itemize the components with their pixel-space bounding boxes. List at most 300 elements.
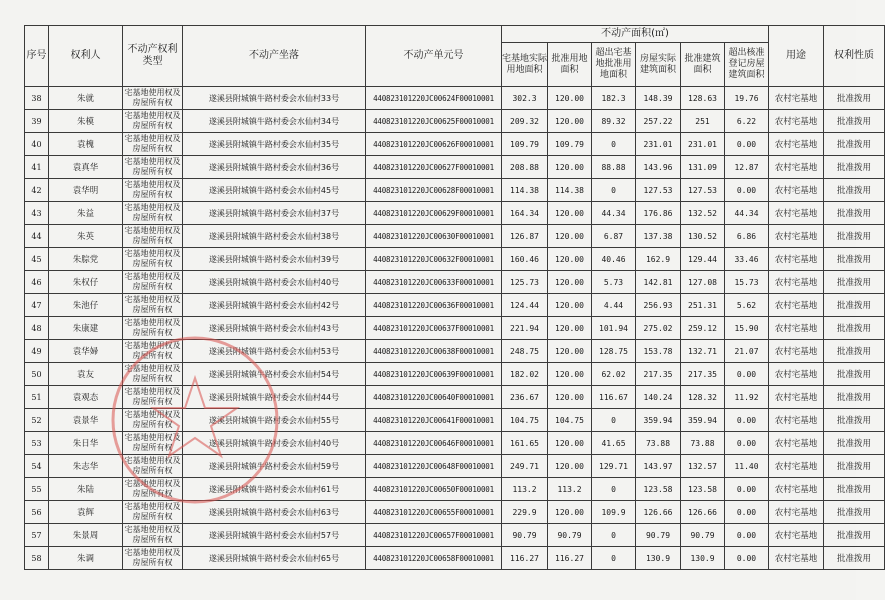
row-usage-cell: 农村宅基地	[769, 179, 824, 202]
header-approved-land-area: 批准用地面积	[548, 43, 592, 87]
row-seq-cell: 39	[25, 110, 49, 133]
row-usage-cell: 农村宅基地	[769, 133, 824, 156]
row-owner-cell: 朱陆	[49, 478, 123, 501]
row-location-cell: 遂溪县附城镇牛路村委会水仙村65号	[183, 547, 366, 570]
row-exceed-land-area-cell: 182.3	[592, 87, 636, 110]
row-right-type-cell: 宅基地使用权及房屋所有权	[123, 179, 183, 202]
row-approved-building-area-cell: 359.94	[681, 409, 725, 432]
row-approved-land-area-cell: 120.00	[548, 317, 592, 340]
row-right-type-cell: 宅基地使用权及房屋所有权	[123, 432, 183, 455]
row-right-type-cell: 宅基地使用权及房屋所有权	[123, 87, 183, 110]
row-exceed-building-area-cell: 5.62	[725, 294, 769, 317]
row-approved-land-area-cell: 120.00	[548, 110, 592, 133]
row-usage-cell: 农村宅基地	[769, 386, 824, 409]
row-location-cell: 遂溪县附城镇牛路村委会水仙村35号	[183, 133, 366, 156]
row-approved-land-area-cell: 109.79	[548, 133, 592, 156]
row-building-area-cell: 153.78	[636, 340, 681, 363]
row-unit-number-cell: 440823101220JC00625F00010001	[366, 110, 502, 133]
row-right-type-cell: 宅基地使用权及房屋所有权	[123, 547, 183, 570]
header-row-1	[25, 26, 885, 43]
row-location-cell: 遂溪县附城镇牛路村委会水仙村44号	[183, 386, 366, 409]
row-owner-cell: 袁华明	[49, 179, 123, 202]
row-usage-cell: 农村宅基地	[769, 248, 824, 271]
row-nature-cell: 批准拨用	[824, 179, 885, 202]
row-unit-number-cell: 440823101220JC00639F00010001	[366, 363, 502, 386]
row-exceed-building-area-cell: 11.40	[725, 455, 769, 478]
row-right-type-cell: 宅基地使用权及房屋所有权	[123, 363, 183, 386]
row-location-cell: 遂溪县附城镇牛路村委会水仙村33号	[183, 87, 366, 110]
row-usage-cell: 农村宅基地	[769, 156, 824, 179]
row-exceed-land-area-cell: 0	[592, 478, 636, 501]
row-approved-land-area-cell: 120.00	[548, 501, 592, 524]
row-exceed-land-area-cell: 88.88	[592, 156, 636, 179]
header-area-group: 不动产面积(㎡)	[502, 26, 769, 43]
row-approved-building-area-cell: 259.12	[681, 317, 725, 340]
row-owner-cell: 袁友	[49, 363, 123, 386]
row-approved-building-area-cell: 129.44	[681, 248, 725, 271]
row-exceed-building-area-cell: 0.00	[725, 547, 769, 570]
row-owner-cell: 朱日华	[49, 432, 123, 455]
row-location-cell: 遂溪县附城镇牛路村委会水仙村54号	[183, 363, 366, 386]
row-approved-building-area-cell: 126.66	[681, 501, 725, 524]
row-owner-cell: 朱权仔	[49, 271, 123, 294]
row-building-area-cell: 140.24	[636, 386, 681, 409]
row-location-cell: 遂溪县附城镇牛路村委会水仙村40号	[183, 432, 366, 455]
row-building-area-cell: 126.66	[636, 501, 681, 524]
row-actual-land-area-cell: 109.79	[502, 133, 548, 156]
row-unit-number-cell: 440823101220JC00655F00010001	[366, 501, 502, 524]
table-row	[25, 248, 885, 271]
row-approved-building-area-cell: 130.52	[681, 225, 725, 248]
row-approved-land-area-cell: 120.00	[548, 455, 592, 478]
row-approved-land-area-cell: 120.00	[548, 202, 592, 225]
row-owner-cell: 朱益	[49, 202, 123, 225]
row-usage-cell: 农村宅基地	[769, 225, 824, 248]
row-exceed-land-area-cell: 6.87	[592, 225, 636, 248]
row-approved-land-area-cell: 120.00	[548, 87, 592, 110]
header-unit-number: 不动产单元号	[366, 26, 502, 87]
row-nature-cell: 批准拨用	[824, 409, 885, 432]
row-exceed-building-area-cell: 0.00	[725, 501, 769, 524]
row-unit-number-cell: 440823101220JC00628F00010001	[366, 179, 502, 202]
table-row	[25, 156, 885, 179]
row-usage-cell: 农村宅基地	[769, 478, 824, 501]
row-location-cell: 遂溪县附城镇牛路村委会水仙村59号	[183, 455, 366, 478]
row-building-area-cell: 123.58	[636, 478, 681, 501]
row-exceed-building-area-cell: 6.22	[725, 110, 769, 133]
row-seq-cell: 40	[25, 133, 49, 156]
row-nature-cell: 批准拨用	[824, 133, 885, 156]
row-exceed-land-area-cell: 0	[592, 409, 636, 432]
header-right-type: 不动产权利类型	[123, 26, 183, 87]
table-row	[25, 317, 885, 340]
row-approved-building-area-cell: 127.08	[681, 271, 725, 294]
row-exceed-land-area-cell: 62.02	[592, 363, 636, 386]
row-usage-cell: 农村宅基地	[769, 363, 824, 386]
table-row	[25, 501, 885, 524]
row-right-type-cell: 宅基地使用权及房屋所有权	[123, 294, 183, 317]
row-exceed-building-area-cell: 0.00	[725, 524, 769, 547]
row-exceed-building-area-cell: 21.07	[725, 340, 769, 363]
row-building-area-cell: 137.38	[636, 225, 681, 248]
row-nature-cell: 批准拨用	[824, 432, 885, 455]
row-exceed-building-area-cell: 19.76	[725, 87, 769, 110]
row-location-cell: 遂溪县附城镇牛路村委会水仙村36号	[183, 156, 366, 179]
row-approved-building-area-cell: 231.01	[681, 133, 725, 156]
table-row	[25, 409, 885, 432]
row-usage-cell: 农村宅基地	[769, 317, 824, 340]
row-location-cell: 遂溪县附城镇牛路村委会水仙村34号	[183, 110, 366, 133]
row-unit-number-cell: 440823101220JC00650F00010001	[366, 478, 502, 501]
row-seq-cell: 51	[25, 386, 49, 409]
row-unit-number-cell: 440823101220JC00627F00010001	[366, 156, 502, 179]
row-actual-land-area-cell: 125.73	[502, 271, 548, 294]
row-unit-number-cell: 440823101220JC00632F00010001	[366, 248, 502, 271]
row-owner-cell: 朱就	[49, 87, 123, 110]
row-nature-cell: 批准拨用	[824, 110, 885, 133]
row-seq-cell: 54	[25, 455, 49, 478]
table-row	[25, 179, 885, 202]
row-nature-cell: 批准拨用	[824, 156, 885, 179]
row-owner-cell: 袁辉	[49, 501, 123, 524]
table-row	[25, 524, 885, 547]
table-row	[25, 478, 885, 501]
row-actual-land-area-cell: 248.75	[502, 340, 548, 363]
row-approved-building-area-cell: 130.9	[681, 547, 725, 570]
row-unit-number-cell: 440823101220JC00633F00010001	[366, 271, 502, 294]
row-seq-cell: 57	[25, 524, 49, 547]
row-exceed-building-area-cell: 0.00	[725, 432, 769, 455]
row-location-cell: 遂溪县附城镇牛路村委会水仙村55号	[183, 409, 366, 432]
row-actual-land-area-cell: 209.32	[502, 110, 548, 133]
row-building-area-cell: 127.53	[636, 179, 681, 202]
row-nature-cell: 批准拨用	[824, 363, 885, 386]
row-exceed-land-area-cell: 40.46	[592, 248, 636, 271]
row-right-type-cell: 宅基地使用权及房屋所有权	[123, 271, 183, 294]
row-building-area-cell: 359.94	[636, 409, 681, 432]
row-location-cell: 遂溪县附城镇牛路村委会水仙村37号	[183, 202, 366, 225]
row-approved-land-area-cell: 114.38	[548, 179, 592, 202]
row-exceed-building-area-cell: 0.00	[725, 409, 769, 432]
row-exceed-building-area-cell: 33.46	[725, 248, 769, 271]
row-approved-building-area-cell: 132.52	[681, 202, 725, 225]
row-owner-cell: 朱腙党	[49, 248, 123, 271]
row-unit-number-cell: 440823101220JC00638F00010001	[366, 340, 502, 363]
row-location-cell: 遂溪县附城镇牛路村委会水仙村63号	[183, 501, 366, 524]
row-approved-land-area-cell: 120.00	[548, 432, 592, 455]
row-actual-land-area-cell: 124.44	[502, 294, 548, 317]
row-owner-cell: 朱英	[49, 225, 123, 248]
row-right-type-cell: 宅基地使用权及房屋所有权	[123, 409, 183, 432]
row-owner-cell: 袁华婦	[49, 340, 123, 363]
table-row	[25, 87, 885, 110]
row-right-type-cell: 宅基地使用权及房屋所有权	[123, 386, 183, 409]
row-right-type-cell: 宅基地使用权及房屋所有权	[123, 110, 183, 133]
row-location-cell: 遂溪县附城镇牛路村委会水仙村39号	[183, 248, 366, 271]
row-unit-number-cell: 440823101220JC00641F00010001	[366, 409, 502, 432]
row-unit-number-cell: 440823101220JC00637F00010001	[366, 317, 502, 340]
row-seq-cell: 41	[25, 156, 49, 179]
row-building-area-cell: 256.93	[636, 294, 681, 317]
row-usage-cell: 农村宅基地	[769, 547, 824, 570]
table-row	[25, 225, 885, 248]
row-nature-cell: 批准拨用	[824, 271, 885, 294]
row-exceed-land-area-cell: 109.9	[592, 501, 636, 524]
row-seq-cell: 44	[25, 225, 49, 248]
row-owner-cell: 朱调	[49, 547, 123, 570]
row-approved-building-area-cell: 73.88	[681, 432, 725, 455]
row-exceed-land-area-cell: 116.67	[592, 386, 636, 409]
row-usage-cell: 农村宅基地	[769, 409, 824, 432]
row-usage-cell: 农村宅基地	[769, 432, 824, 455]
row-nature-cell: 批准拨用	[824, 317, 885, 340]
row-unit-number-cell: 440823101220JC00630F00010001	[366, 225, 502, 248]
row-unit-number-cell: 440823101220JC00658F00010001	[366, 547, 502, 570]
row-building-area-cell: 143.97	[636, 455, 681, 478]
row-right-type-cell: 宅基地使用权及房屋所有权	[123, 478, 183, 501]
row-unit-number-cell: 440823101220JC00646F00010001	[366, 432, 502, 455]
table-row	[25, 110, 885, 133]
header-usage: 用途	[769, 26, 824, 87]
header-location: 不动产坐落	[183, 26, 366, 87]
row-building-area-cell: 162.9	[636, 248, 681, 271]
table-row	[25, 547, 885, 570]
row-building-area-cell: 231.01	[636, 133, 681, 156]
row-seq-cell: 55	[25, 478, 49, 501]
row-location-cell: 遂溪县附城镇牛路村委会水仙村42号	[183, 294, 366, 317]
row-actual-land-area-cell: 302.3	[502, 87, 548, 110]
table-row	[25, 271, 885, 294]
row-actual-land-area-cell: 182.02	[502, 363, 548, 386]
row-exceed-building-area-cell: 15.73	[725, 271, 769, 294]
row-approved-building-area-cell: 90.79	[681, 524, 725, 547]
row-owner-cell: 袁真华	[49, 156, 123, 179]
row-exceed-building-area-cell: 6.86	[725, 225, 769, 248]
row-location-cell: 遂溪县附城镇牛路村委会水仙村45号	[183, 179, 366, 202]
row-nature-cell: 批准拨用	[824, 386, 885, 409]
row-approved-building-area-cell: 132.71	[681, 340, 725, 363]
row-approved-building-area-cell: 131.09	[681, 156, 725, 179]
row-nature-cell: 批准拨用	[824, 455, 885, 478]
row-usage-cell: 农村宅基地	[769, 524, 824, 547]
row-exceed-land-area-cell: 0	[592, 547, 636, 570]
table-row	[25, 386, 885, 409]
row-exceed-land-area-cell: 0	[592, 524, 636, 547]
row-exceed-building-area-cell: 15.90	[725, 317, 769, 340]
row-usage-cell: 农村宅基地	[769, 202, 824, 225]
row-right-type-cell: 宅基地使用权及房屋所有权	[123, 133, 183, 156]
row-seq-cell: 58	[25, 547, 49, 570]
row-unit-number-cell: 440823101220JC00657F00010001	[366, 524, 502, 547]
row-usage-cell: 农村宅基地	[769, 455, 824, 478]
row-right-type-cell: 宅基地使用权及房屋所有权	[123, 248, 183, 271]
row-owner-cell: 袁槐	[49, 133, 123, 156]
row-approved-building-area-cell: 132.57	[681, 455, 725, 478]
row-seq-cell: 49	[25, 340, 49, 363]
row-nature-cell: 批准拨用	[824, 248, 885, 271]
row-right-type-cell: 宅基地使用权及房屋所有权	[123, 524, 183, 547]
row-building-area-cell: 130.9	[636, 547, 681, 570]
row-exceed-building-area-cell: 0.00	[725, 133, 769, 156]
row-exceed-land-area-cell: 5.73	[592, 271, 636, 294]
row-building-area-cell: 257.22	[636, 110, 681, 133]
row-seq-cell: 53	[25, 432, 49, 455]
row-unit-number-cell: 440823101220JC00640F00010001	[366, 386, 502, 409]
row-unit-number-cell: 440823101220JC00629F00010001	[366, 202, 502, 225]
row-unit-number-cell: 440823101220JC00648F00010001	[366, 455, 502, 478]
row-usage-cell: 农村宅基地	[769, 87, 824, 110]
row-building-area-cell: 176.86	[636, 202, 681, 225]
row-exceed-building-area-cell: 0.00	[725, 363, 769, 386]
row-seq-cell: 38	[25, 87, 49, 110]
row-nature-cell: 批准拨用	[824, 340, 885, 363]
row-nature-cell: 批准拨用	[824, 478, 885, 501]
row-location-cell: 遂溪县附城镇牛路村委会水仙村53号	[183, 340, 366, 363]
row-actual-land-area-cell: 114.38	[502, 179, 548, 202]
header-exceed-land-area: 超出宅基地批准用地面积	[592, 43, 636, 87]
table-row	[25, 202, 885, 225]
row-actual-land-area-cell: 116.27	[502, 547, 548, 570]
row-actual-land-area-cell: 229.9	[502, 501, 548, 524]
row-exceed-land-area-cell: 129.71	[592, 455, 636, 478]
row-nature-cell: 批准拨用	[824, 501, 885, 524]
row-actual-land-area-cell: 90.79	[502, 524, 548, 547]
row-actual-land-area-cell: 104.75	[502, 409, 548, 432]
table-row	[25, 294, 885, 317]
row-seq-cell: 43	[25, 202, 49, 225]
row-location-cell: 遂溪县附城镇牛路村委会水仙村38号	[183, 225, 366, 248]
row-approved-land-area-cell: 113.2	[548, 478, 592, 501]
row-approved-land-area-cell: 120.00	[548, 294, 592, 317]
row-unit-number-cell: 440823101220JC00626F00010001	[366, 133, 502, 156]
row-exceed-land-area-cell: 0	[592, 133, 636, 156]
row-seq-cell: 46	[25, 271, 49, 294]
row-right-type-cell: 宅基地使用权及房屋所有权	[123, 225, 183, 248]
table-row	[25, 455, 885, 478]
row-building-area-cell: 275.02	[636, 317, 681, 340]
row-owner-cell: 袁景华	[49, 409, 123, 432]
row-building-area-cell: 73.88	[636, 432, 681, 455]
row-actual-land-area-cell: 113.2	[502, 478, 548, 501]
row-actual-land-area-cell: 161.65	[502, 432, 548, 455]
row-usage-cell: 农村宅基地	[769, 501, 824, 524]
row-approved-land-area-cell: 120.00	[548, 363, 592, 386]
row-exceed-land-area-cell: 101.94	[592, 317, 636, 340]
row-approved-land-area-cell: 120.00	[548, 271, 592, 294]
row-approved-land-area-cell: 120.00	[548, 386, 592, 409]
row-location-cell: 遂溪县附城镇牛路村委会水仙村57号	[183, 524, 366, 547]
row-approved-land-area-cell: 90.79	[548, 524, 592, 547]
row-exceed-land-area-cell: 41.65	[592, 432, 636, 455]
row-approved-land-area-cell: 120.00	[548, 225, 592, 248]
row-nature-cell: 批准拨用	[824, 87, 885, 110]
row-exceed-land-area-cell: 128.75	[592, 340, 636, 363]
header-exceed-building-area: 超出核准登记房屋建筑面积	[725, 43, 769, 87]
row-right-type-cell: 宅基地使用权及房屋所有权	[123, 317, 183, 340]
row-right-type-cell: 宅基地使用权及房屋所有权	[123, 455, 183, 478]
row-right-type-cell: 宅基地使用权及房屋所有权	[123, 202, 183, 225]
row-approved-building-area-cell: 123.58	[681, 478, 725, 501]
header-nature: 权利性质	[824, 26, 885, 87]
row-seq-cell: 56	[25, 501, 49, 524]
row-actual-land-area-cell: 236.67	[502, 386, 548, 409]
row-location-cell: 遂溪县附城镇牛路村委会水仙村40号	[183, 271, 366, 294]
row-nature-cell: 批准拨用	[824, 294, 885, 317]
table-row	[25, 363, 885, 386]
row-owner-cell: 朱景周	[49, 524, 123, 547]
row-actual-land-area-cell: 221.94	[502, 317, 548, 340]
row-approved-building-area-cell: 128.63	[681, 87, 725, 110]
row-approved-land-area-cell: 116.27	[548, 547, 592, 570]
row-seq-cell: 50	[25, 363, 49, 386]
row-right-type-cell: 宅基地使用权及房屋所有权	[123, 340, 183, 363]
row-nature-cell: 批准拨用	[824, 524, 885, 547]
row-actual-land-area-cell: 208.88	[502, 156, 548, 179]
row-approved-land-area-cell: 120.00	[548, 340, 592, 363]
row-usage-cell: 农村宅基地	[769, 294, 824, 317]
row-nature-cell: 批准拨用	[824, 547, 885, 570]
row-building-area-cell: 143.96	[636, 156, 681, 179]
table-row	[25, 432, 885, 455]
row-nature-cell: 批准拨用	[824, 202, 885, 225]
row-building-area-cell: 90.79	[636, 524, 681, 547]
header-actual-land-area: 宅基地实际用地面积	[502, 43, 548, 87]
row-exceed-building-area-cell: 0.00	[725, 179, 769, 202]
row-actual-land-area-cell: 249.71	[502, 455, 548, 478]
row-owner-cell: 朱模	[49, 110, 123, 133]
row-usage-cell: 农村宅基地	[769, 271, 824, 294]
row-approved-land-area-cell: 120.00	[548, 156, 592, 179]
row-exceed-building-area-cell: 44.34	[725, 202, 769, 225]
row-approved-land-area-cell: 120.00	[548, 248, 592, 271]
row-unit-number-cell: 440823101220JC00624F00010001	[366, 87, 502, 110]
row-right-type-cell: 宅基地使用权及房屋所有权	[123, 156, 183, 179]
row-owner-cell: 袁观态	[49, 386, 123, 409]
row-seq-cell: 48	[25, 317, 49, 340]
row-approved-land-area-cell: 104.75	[548, 409, 592, 432]
row-approved-building-area-cell: 251.31	[681, 294, 725, 317]
row-exceed-land-area-cell: 89.32	[592, 110, 636, 133]
property-register-table	[24, 25, 885, 570]
header-owner: 权利人	[49, 26, 123, 87]
row-owner-cell: 朱池仔	[49, 294, 123, 317]
row-seq-cell: 47	[25, 294, 49, 317]
row-usage-cell: 农村宅基地	[769, 340, 824, 363]
row-seq-cell: 45	[25, 248, 49, 271]
row-exceed-land-area-cell: 4.44	[592, 294, 636, 317]
row-exceed-land-area-cell: 0	[592, 179, 636, 202]
row-usage-cell: 农村宅基地	[769, 110, 824, 133]
row-approved-building-area-cell: 127.53	[681, 179, 725, 202]
row-exceed-building-area-cell: 12.87	[725, 156, 769, 179]
row-unit-number-cell: 440823101220JC00636F00010001	[366, 294, 502, 317]
row-approved-building-area-cell: 217.35	[681, 363, 725, 386]
table-row	[25, 133, 885, 156]
header-approved-building-area: 批准建筑面积	[681, 43, 725, 87]
row-right-type-cell: 宅基地使用权及房屋所有权	[123, 501, 183, 524]
row-exceed-building-area-cell: 0.00	[725, 478, 769, 501]
row-owner-cell: 朱志华	[49, 455, 123, 478]
row-actual-land-area-cell: 164.34	[502, 202, 548, 225]
row-exceed-land-area-cell: 44.34	[592, 202, 636, 225]
row-building-area-cell: 217.35	[636, 363, 681, 386]
row-nature-cell: 批准拨用	[824, 225, 885, 248]
row-building-area-cell: 148.39	[636, 87, 681, 110]
row-location-cell: 遂溪县附城镇牛路村委会水仙村43号	[183, 317, 366, 340]
row-building-area-cell: 142.81	[636, 271, 681, 294]
row-seq-cell: 42	[25, 179, 49, 202]
row-actual-land-area-cell: 126.87	[502, 225, 548, 248]
